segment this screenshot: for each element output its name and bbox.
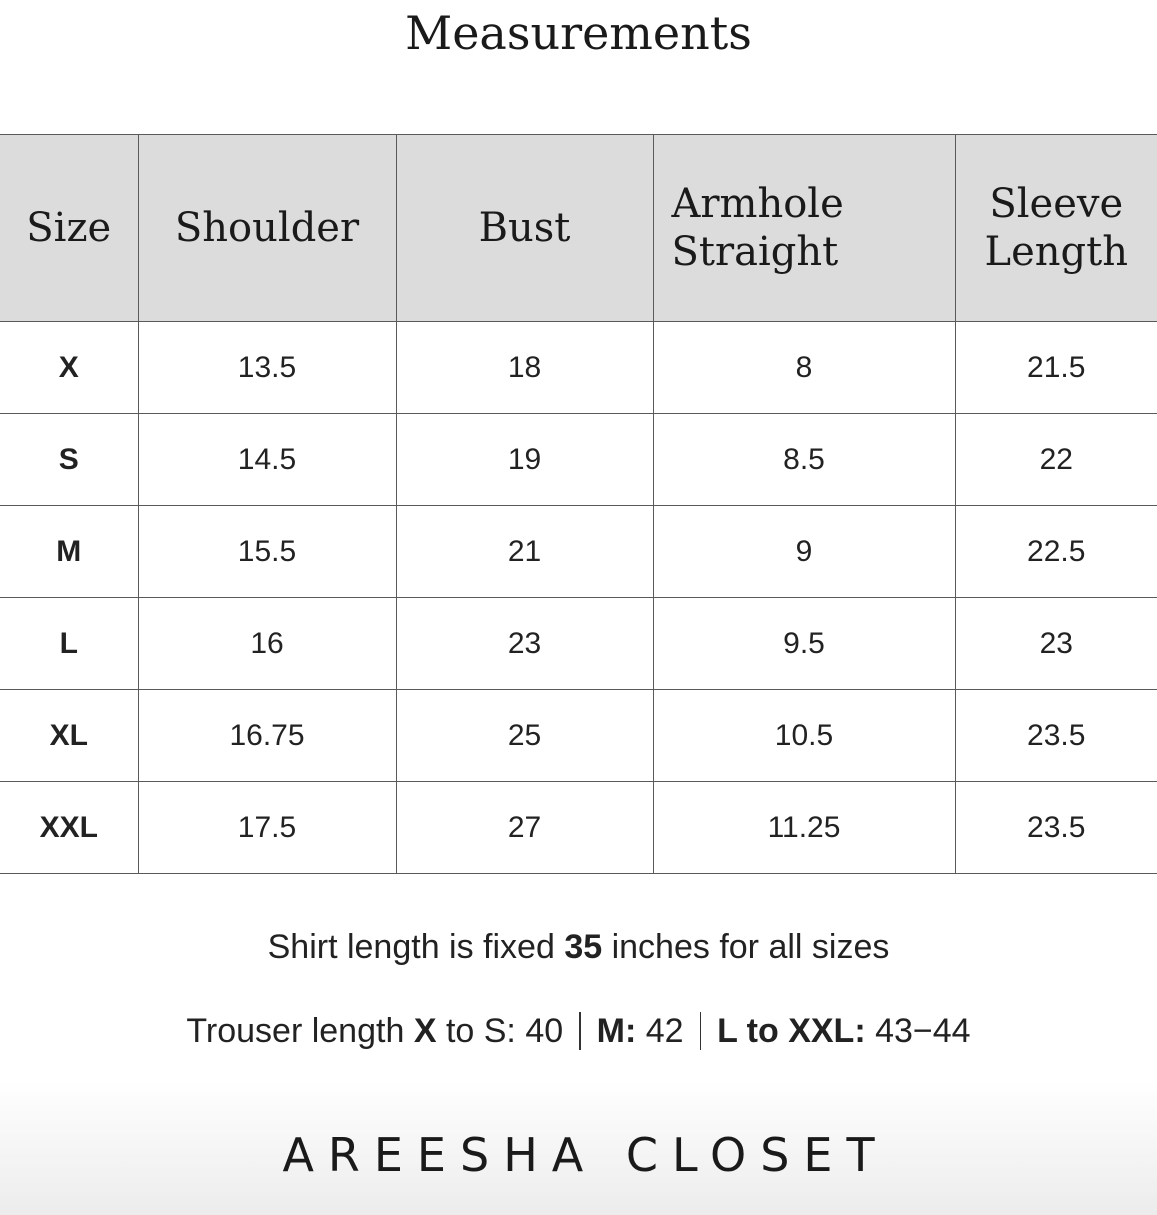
bust-cell: 18 <box>396 322 653 414</box>
shoulder-cell: 15.5 <box>138 506 396 598</box>
size-cell: XL <box>0 690 138 782</box>
armhole-cell: 9.5 <box>653 598 955 690</box>
sleeve-cell: 21.5 <box>955 322 1157 414</box>
bust-cell: 23 <box>396 598 653 690</box>
separator-divider <box>579 1012 581 1050</box>
measurements-table <box>0 134 1157 874</box>
size-cell: M <box>0 506 138 598</box>
shoulder-cell: 13.5 <box>138 322 396 414</box>
armhole-cell: 10.5 <box>653 690 955 782</box>
header-bust: Bust <box>396 135 653 322</box>
bust-cell: 27 <box>396 782 653 874</box>
size-cell: XXL <box>0 782 138 874</box>
armhole-cell: 8 <box>653 322 955 414</box>
table-row <box>0 322 1157 414</box>
sleeve-cell: 22.5 <box>955 506 1157 598</box>
table-row <box>0 598 1157 690</box>
shoulder-cell: 16 <box>138 598 396 690</box>
bust-cell: 25 <box>396 690 653 782</box>
table-row <box>0 506 1157 598</box>
sleeve-cell: 23.5 <box>955 782 1157 874</box>
shoulder-cell: 17.5 <box>138 782 396 874</box>
armhole-cell: 8.5 <box>653 414 955 506</box>
bust-cell: 21 <box>396 506 653 598</box>
sleeve-cell: 22 <box>955 414 1157 506</box>
armhole-cell: 11.25 <box>653 782 955 874</box>
table-row <box>0 414 1157 506</box>
brand-name: AREESHA CLOSET <box>282 1128 889 1182</box>
header-sleeve-length: Sleeve Length <box>955 135 1157 322</box>
shoulder-cell: 14.5 <box>138 414 396 506</box>
header-row <box>0 135 1157 322</box>
header-armhole-straight: Armhole Straight <box>653 135 955 322</box>
bust-cell: 19 <box>396 414 653 506</box>
separator-divider <box>700 1012 702 1050</box>
armhole-cell: 9 <box>653 506 955 598</box>
shoulder-cell: 16.75 <box>138 690 396 782</box>
size-cell: S <box>0 414 138 506</box>
header-size: Size <box>0 135 138 322</box>
sleeve-cell: 23.5 <box>955 690 1157 782</box>
page-title: Measurements <box>405 6 752 60</box>
trouser-length-note: Trouser length X to S: 40 M: 42 L to XXL: 43−44 <box>186 1012 971 1050</box>
sleeve-cell: 23 <box>955 598 1157 690</box>
table-row <box>0 690 1157 782</box>
shirt-length-note: Shirt length is fixed 35 inches for all sizes <box>267 928 890 966</box>
header-shoulder: Shoulder <box>138 135 396 322</box>
table-row <box>0 782 1157 874</box>
size-cell: X <box>0 322 138 414</box>
size-cell: L <box>0 598 138 690</box>
